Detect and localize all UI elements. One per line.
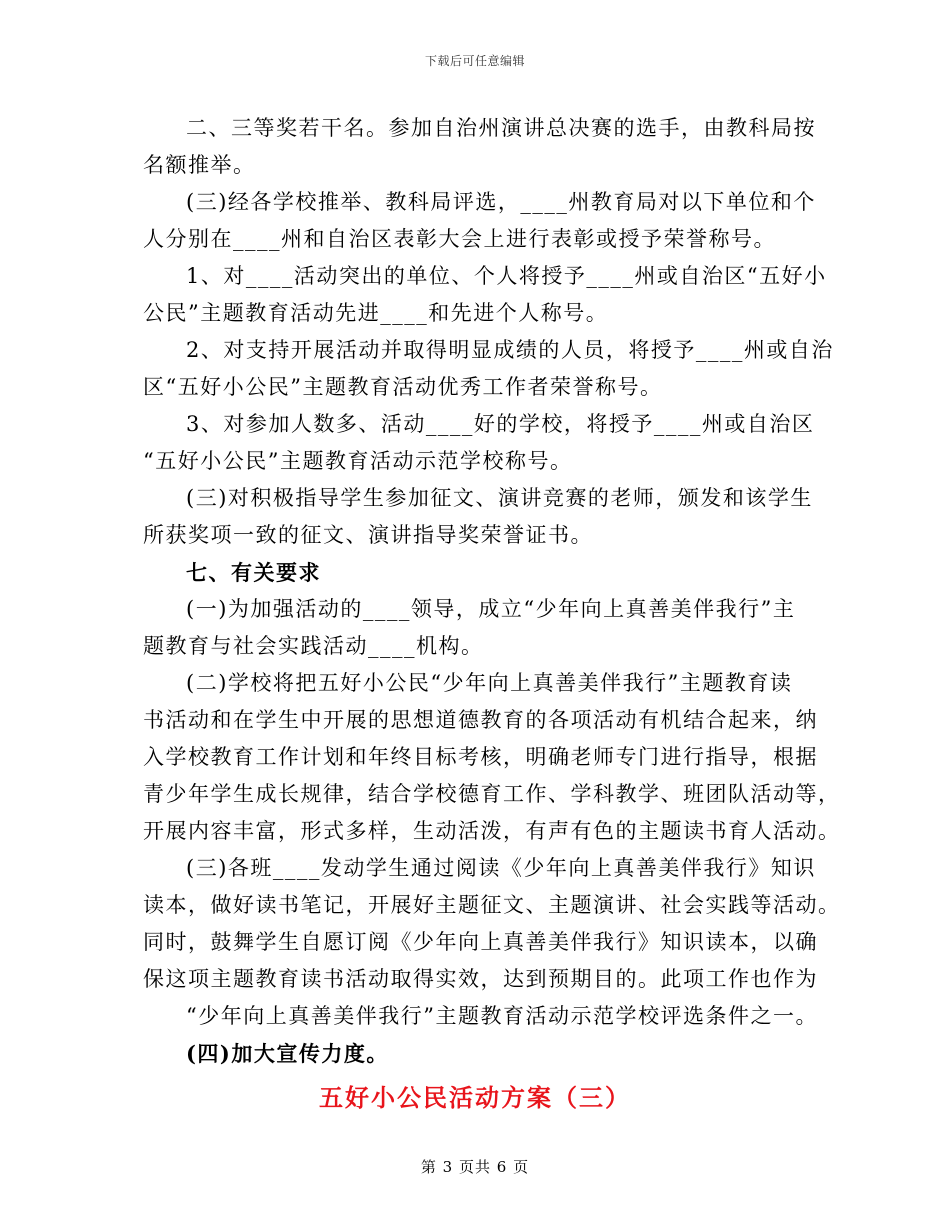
text-line: (三)各班____发动学生通过阅读《少年向上真善美伴我行》知识: [186, 856, 816, 880]
text-line: “五好小公民”主题教育活动示范学校称号。: [143, 449, 573, 473]
text-line: 公民”主题教育活动先进____和先进个人称号。: [143, 301, 609, 325]
text-line: 所获奖项一致的征文、演讲指导奖荣誉证书。: [143, 523, 593, 547]
text-line: 名额推举。: [143, 153, 256, 177]
text-line: (三)对积极指导学生参加征文、演讲竞赛的老师，颁发和该学生: [186, 486, 813, 510]
text-line: 题教育与社会实践活动____机构。: [143, 634, 484, 658]
section-heading: 七、有关要求: [186, 560, 321, 585]
text-line: 青少年学生成长规律，结合学校德育工作、学科教学、班团队活动等，: [143, 782, 841, 806]
text-line: 书活动和在学生中开展的思想道德教育的各项活动有机结合起来，纳: [143, 708, 818, 732]
text-line: 人分别在____州和自治区表彰大会上进行表彰或授予荣誉称号。: [143, 227, 776, 251]
text-line: 同时，鼓舞学生自愿订阅《少年向上真善美伴我行》知识读本，以确: [143, 930, 818, 954]
section-heading: (四)加大宣传力度。: [186, 1041, 389, 1066]
text-line: (一)为加强活动的____领导，成立“少年向上真善美伴我行”主: [186, 597, 796, 621]
page-header: 下载后可任意编辑: [424, 54, 525, 68]
page-footer: 第 3 页共 6 页: [420, 1158, 530, 1176]
section-title: 五好小公民活动方案（三）: [319, 1083, 631, 1112]
text-line: 读本，做好读书笔记，开展好主题征文、主题演讲、社会实践等活动。: [143, 893, 841, 917]
text-line: 入学校教育工作计划和年终目标考核，明确老师专门进行指导，根据: [143, 745, 818, 769]
text-line: 保这项主题教育读书活动取得实效，达到预期目的。此项工作也作为: [143, 967, 818, 991]
text-line: (三)经各学校推举、教科局评选，____州教育局对以下单位和个: [186, 190, 816, 214]
text-line: 2、对支持开展活动并取得明显成绩的人员，将授予____州或自治: [186, 338, 834, 362]
text-line: 区“五好小公民”主题教育活动优秀工作者荣誉称号。: [143, 375, 663, 399]
document-body: [143, 110, 841, 1072]
text-line: 二、三等奖若干名。参加自治州演讲总决赛的选手，由教科局按: [186, 116, 816, 140]
text-line: 1、对____活动突出的单位、个人将授予____州或自治区“五好小: [186, 264, 827, 288]
text-line: 开展内容丰富，形式多样，生动活泼，有声有色的主题读书育人活动。: [143, 819, 841, 843]
text-line: 3、对参加人数多、活动____好的学校，将授予____州或自治区: [186, 412, 815, 436]
text-line: (二)学校将把五好小公民“少年向上真善美伴我行”主题教育读: [186, 671, 793, 695]
text-line: “少年向上真善美伴我行”主题教育活动示范学校评选条件之一。: [186, 1004, 818, 1028]
